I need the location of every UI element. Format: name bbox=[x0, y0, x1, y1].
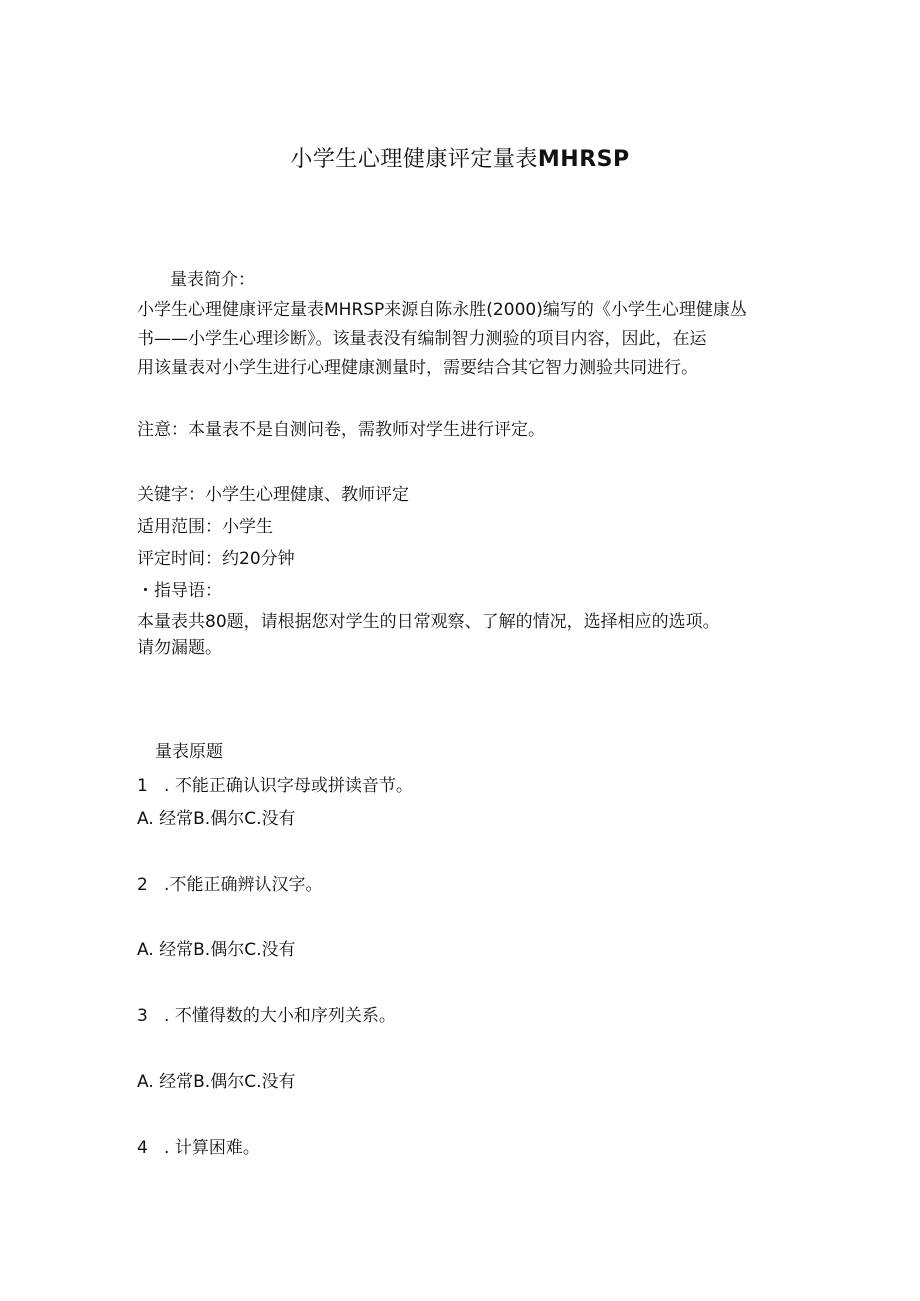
question-2-options: A. 经常B.偶尔C.没有 bbox=[137, 940, 296, 960]
question-number: 1 bbox=[137, 776, 148, 796]
items-heading: 量表原题 bbox=[155, 742, 223, 762]
question-1 bbox=[137, 774, 413, 798]
intro-line: 小学生心理健康评定量表MHRSP来源自陈永胜(2000)编写的《小学生心理健康丛 bbox=[137, 300, 747, 320]
question-text: . 不懂得数的大小和序列关系。 bbox=[164, 1006, 396, 1026]
question-number: 2 bbox=[137, 875, 148, 895]
keywords-text: 关键字：小学生心理健康、教师评定 bbox=[137, 485, 409, 505]
intro-paragraph bbox=[137, 296, 777, 383]
intro-heading: 量表简介： bbox=[170, 270, 255, 290]
title-code: MHRSP bbox=[537, 147, 630, 172]
question-1-options: A. 经常B.偶尔C.没有 bbox=[137, 809, 296, 829]
note-text: 注意：本量表不是自测问卷，需教师对学生进行评定。 bbox=[137, 420, 545, 440]
document-title bbox=[0, 142, 920, 173]
intro-line: 用该量表对小学生进行心理健康测量时，需要结合其它智力测验共同进行。 bbox=[137, 358, 698, 378]
question-4 bbox=[137, 1136, 260, 1160]
question-3 bbox=[137, 1004, 396, 1028]
question-text: . 不能正确认识字母或拼读音节。 bbox=[164, 776, 413, 796]
guide-paragraph bbox=[137, 609, 777, 661]
title-main: 小学生心理健康评定量表 bbox=[290, 147, 538, 172]
duration-text: 评定时间：约20分钟 bbox=[137, 549, 295, 569]
intro-line: 书——小学生心理诊断》。该量表没有编制智力测验的项目内容，因此，在运 bbox=[137, 329, 707, 349]
question-number: 4 bbox=[137, 1138, 148, 1158]
question-3-options: A. 经常B.偶尔C.没有 bbox=[137, 1072, 296, 1092]
guide-heading: ・指导语： bbox=[137, 581, 222, 601]
guide-line: 本量表共80题，请根据您对学生的日常观察、了解的情况，选择相应的选项。 bbox=[137, 612, 720, 632]
question-text: .不能正确辨认汉字。 bbox=[164, 875, 323, 895]
question-2 bbox=[137, 873, 322, 897]
guide-line: 请勿漏题。 bbox=[137, 638, 222, 658]
question-number: 3 bbox=[137, 1006, 148, 1026]
scope-text: 适用范围：小学生 bbox=[137, 517, 273, 537]
question-text: . 计算困难。 bbox=[164, 1138, 260, 1158]
